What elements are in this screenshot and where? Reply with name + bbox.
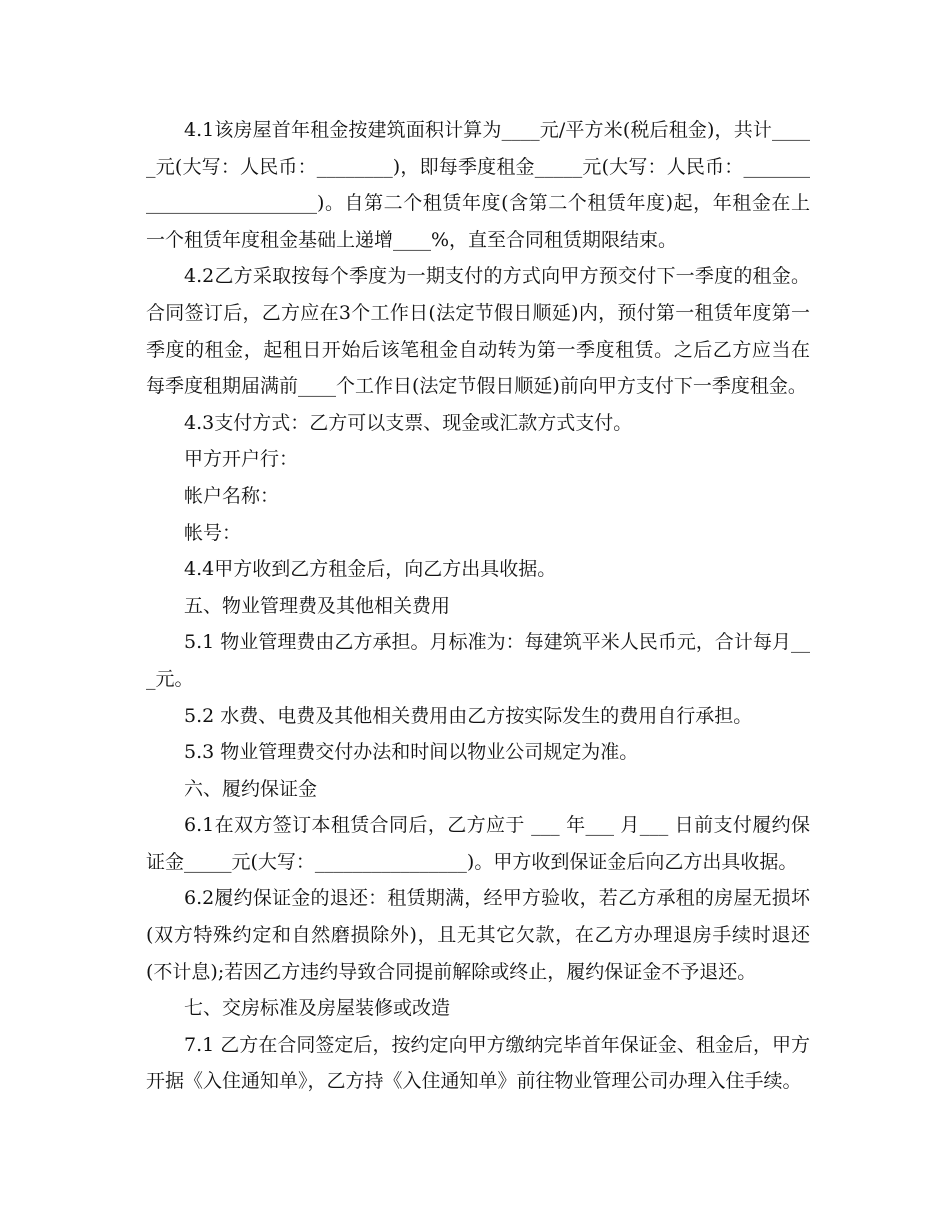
section-heading-7: 七、交房标准及房屋装修或改造	[184, 997, 451, 1020]
paragraph-6-2-deposit-refund: 6.2履约保证金的退还：租赁期满，经甲方验收，若乙方承租的房屋无损坏(双方特殊约定和自然磨损除外)，且无其它欠款，在乙方办理退房手续时退还(不计息);若因乙方违约导致合同提前解除或终止，履约保证金不予退还。	[146, 887, 810, 983]
bank-name-line: 甲方开户行：	[184, 448, 299, 471]
paragraph-4-4-receipt: 4.4甲方收到乙方租金后，向乙方出具收据。	[184, 558, 557, 581]
paragraph-4-3-payment-method: 4.3支付方式：乙方可以支票、现金或汇款方式支付。	[184, 411, 633, 434]
section-heading-6: 六、履约保证金	[184, 777, 318, 800]
paragraph-4-2-payment-schedule: 4.2乙方采取按每个季度为一期支付的方式向甲方预交付下一季度的租金。合同签订后，乙方应在3个工作日(法定节假日顺延)内，预付第一租赁年度第一季度的租金，起租日开始后该笔租金自动转为第一季度租赁。之后乙方应当在每季度租期届满前____个工作日(法定节假日顺延)前向甲方支付下一季度租金。	[146, 265, 810, 398]
paragraph-5-2-utilities: 5.2 水费、电费及其他相关费用由乙方按实际发生的费用自行承担。	[184, 704, 753, 727]
section-heading-5: 五、物业管理费及其他相关费用	[184, 594, 451, 617]
paragraph-5-3-fee-rules: 5.3 物业管理费交付办法和时间以物业公司规定为准。	[184, 741, 639, 764]
paragraph-7-1-move-in: 7.1 乙方在合同签定后，按约定向甲方缴纳完毕首年保证金、租金后，甲方开据《入住通知单》，乙方持《入住通知单》前往物业管理公司办理入住手续。	[146, 1033, 810, 1093]
paragraph-6-1-deposit: 6.1在双方签订本租赁合同后，乙方应于 ___ 年___ 月___ 日前支付履约保证金_____元(大写：________________)。甲方收到保证金后向乙方出具收据。	[146, 814, 810, 873]
paragraph-4-1-rent-amount: 4.1该房屋首年租金按建筑面积计算为____元/平方米(税后租金)，共计_____元(大写：人民币：________)，即每季度租金_____元(大写：人民币：_________________________)。自第二个租赁年度(含第二个租赁年度)起，年租金在上一个租赁年度租金基础上递增____%，直至合同租赁期限结束。	[146, 119, 810, 251]
account-number-line: 帐号：	[184, 521, 242, 544]
paragraph-5-1-management-fee: 5.1 物业管理费由乙方承担。月标准为：每建筑平米人民币元，合计每月___元。	[146, 631, 810, 690]
account-name-line: 帐户名称：	[184, 484, 280, 507]
document-body	[146, 112, 810, 1100]
